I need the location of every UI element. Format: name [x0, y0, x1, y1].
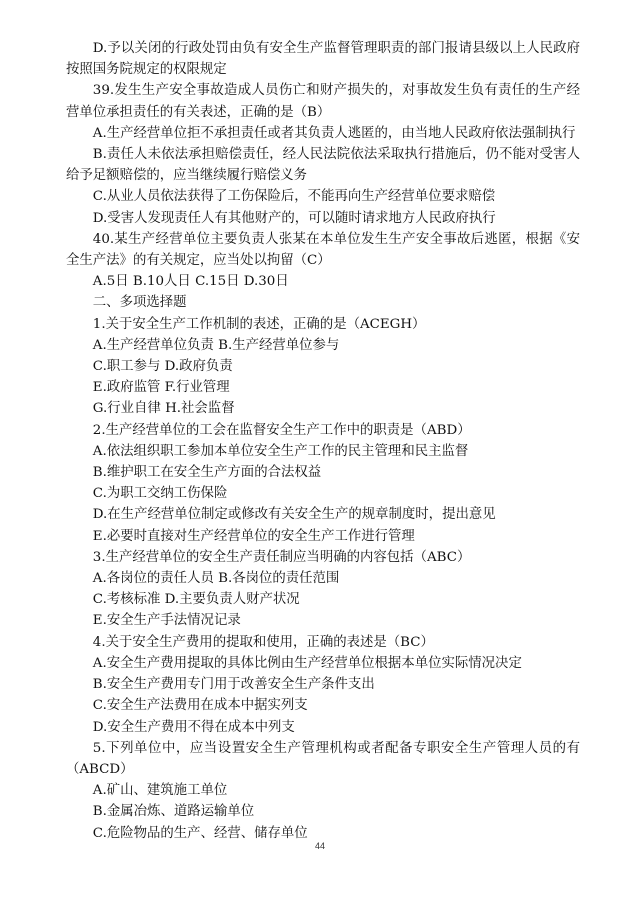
- options-line: A.各岗位的责任人员 B.各岗位的责任范围: [92, 571, 340, 587]
- options-line: A.生产经营单位负责 B.生产经营单位参与: [92, 337, 340, 353]
- multi-question-1: 1.关于安全生产工作机制的表述，正确的是（ACEGH）: [92, 316, 426, 332]
- option-a: A.矿山、建筑施工单位: [92, 783, 228, 799]
- option-a: A.依法组织职工参加本单位安全生产工作的民主管理和民主监督: [92, 443, 469, 459]
- option-e: E.安全生产手法情况记录: [92, 613, 241, 629]
- option-b: B.金属冶炼、道路运输单位: [92, 804, 255, 820]
- page-body: [66, 38, 580, 844]
- option-d: D.在生产经营单位制定或修改有关安全生产的规章制度时，提出意见: [92, 507, 496, 523]
- page-number: 44: [314, 841, 325, 851]
- option-b: B.安全生产费用专门用于改善安全生产条件支出: [92, 677, 375, 693]
- options-line: C.职工参与 D.政府负责: [92, 359, 233, 375]
- options-line: A.5日 B.10人日 C.15日 D.30日: [92, 274, 289, 290]
- section-heading: 二、多项选择题: [92, 295, 187, 311]
- option-b: B.责任人未依法承担赔偿责任，经人民法院依法采取执行措施后，仍不能对受害人给予足额赔偿的，应当继续履行赔偿义务: [66, 147, 580, 184]
- paragraph: D.予以关闭的行政处罚由负有安全生产监督管理职责的部门报请县级以上人民政府按照国务院规定的权限规定: [66, 41, 580, 78]
- option-c: C.为职工交纳工伤保险: [92, 486, 228, 502]
- question-39: 39.发生生产安全事故造成人员伤亡和财产损失的，对事故发生负有责任的生产经营单位承担责任的有关表述，正确的是（B）: [66, 83, 580, 120]
- option-a: A.生产经营单位拒不承担责任或者其负责人逃匿的，由当地人民政府依法强制执行: [92, 125, 576, 141]
- multi-question-4: 4.关于安全生产费用的提取和使用，正确的表述是（BC）: [92, 634, 434, 650]
- options-line: E.政府监管 F.行业管理: [92, 380, 230, 396]
- option-b: B.维护职工在安全生产方面的合法权益: [92, 465, 322, 481]
- question-40: 40.某生产经营单位主要负责人张某在本单位发生生产安全事故后逃匿，根据《安全生产法》的有关规定，应当处以拘留（C）: [66, 231, 580, 269]
- option-a: A.安全生产费用提取的具体比例由生产经营单位根据本单位实际情况决定: [92, 655, 522, 671]
- multi-question-5: 5.下列单位中，应当设置安全生产管理机构或者配备专职安全生产管理人员的有（ABCD）: [66, 740, 580, 777]
- options-line: C.考核标准 D.主要负责人财产状况: [92, 592, 300, 608]
- options-line: G.行业自律 H.社会监督: [92, 401, 235, 417]
- option-e: E.必要时直接对生产经营单位的安全生产工作进行管理: [92, 528, 415, 544]
- option-c: C.安全生产法费用在成本中据实列支: [92, 698, 308, 714]
- option-d: D.受害人发现责任人有其他财产的，可以随时请求地方人民政府执行: [92, 210, 496, 226]
- multi-question-2: 2.生产经营单位的工会在监督安全生产工作中的职责是（ABD）: [92, 422, 471, 438]
- option-c: C.从业人员依法获得了工伤保险后，不能再向生产经营单位要求赔偿: [92, 189, 496, 205]
- multi-question-3: 3.生产经营单位的安全生产责任制应当明确的内容包括（ABC）: [92, 549, 471, 565]
- option-c: C.危险物品的生产、经营、储存单位: [92, 825, 308, 841]
- option-d: D.安全生产费用不得在成本中列支: [92, 719, 295, 735]
